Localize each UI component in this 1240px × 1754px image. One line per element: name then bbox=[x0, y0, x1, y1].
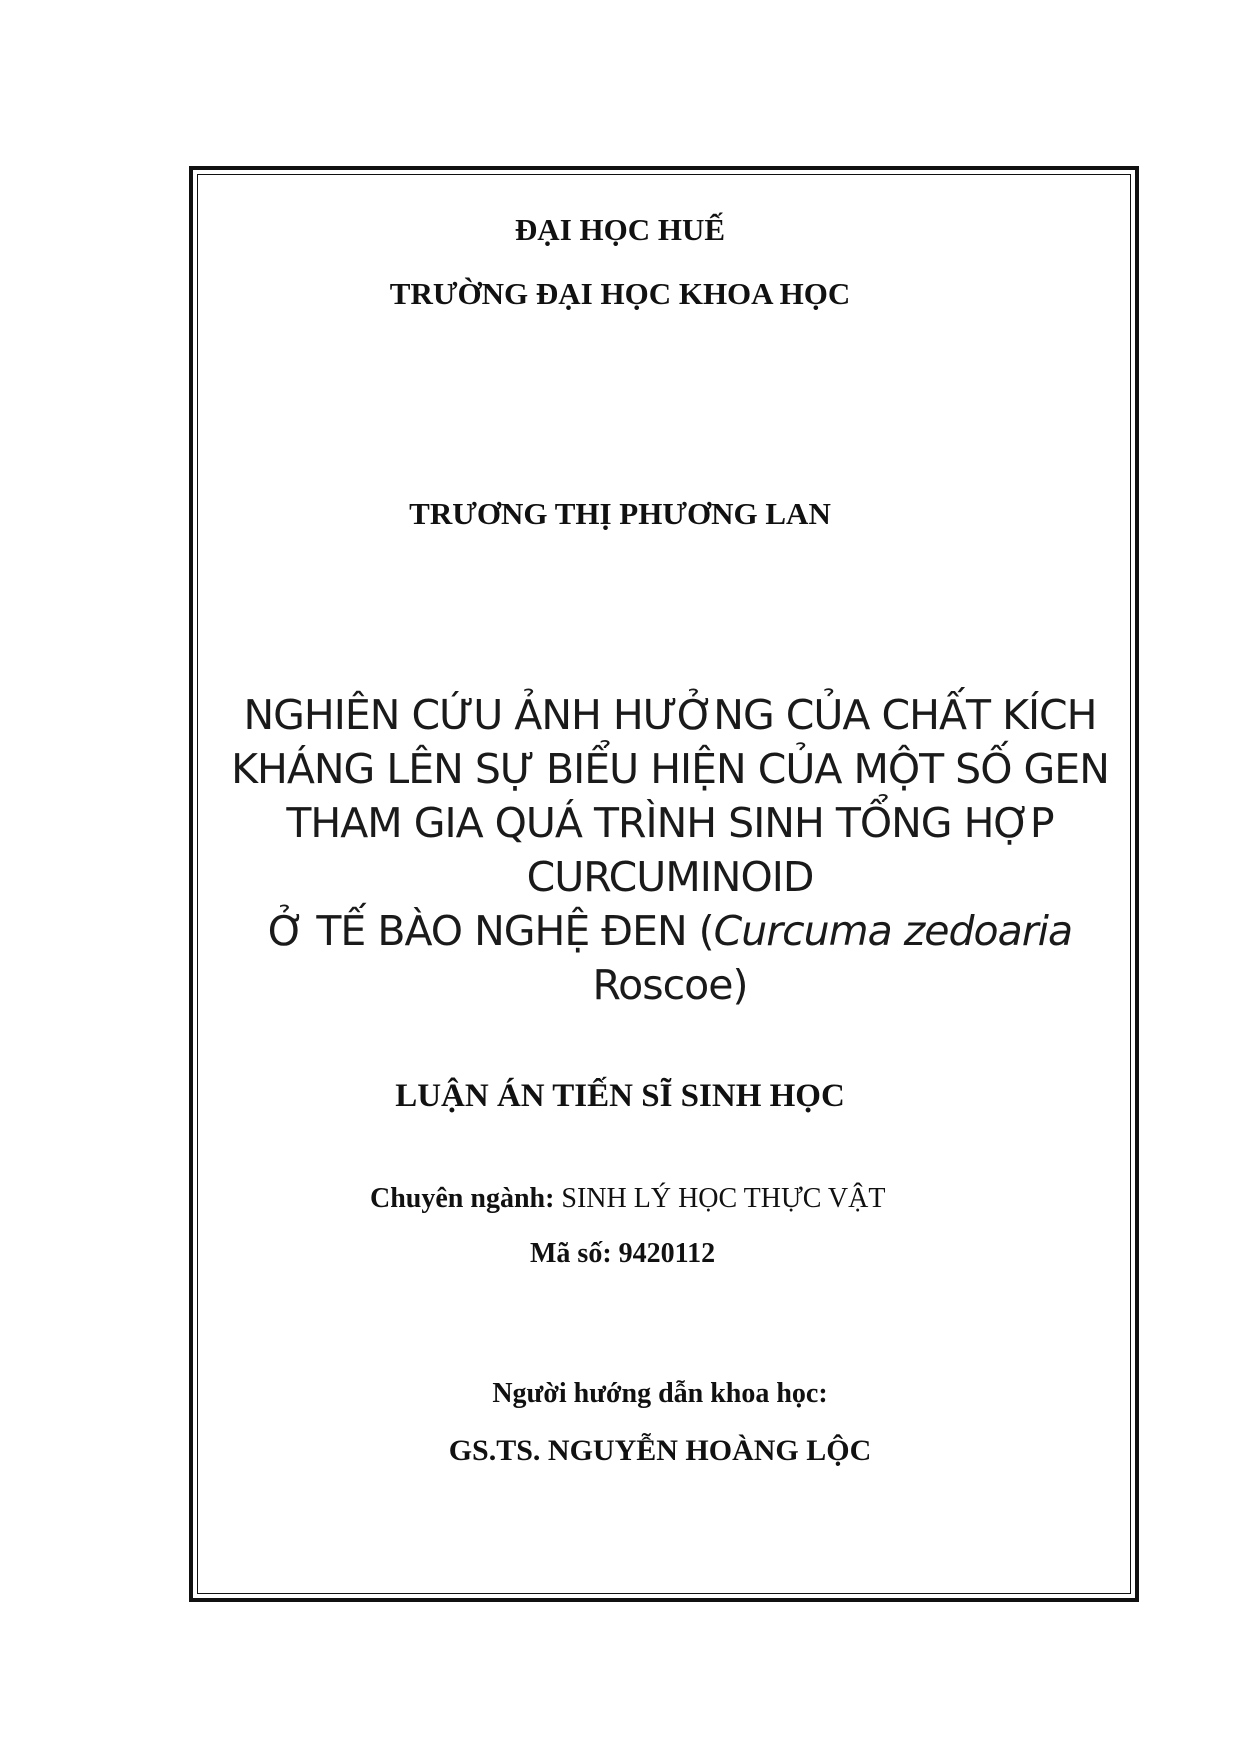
title-line: Roscoe) bbox=[592, 961, 748, 1009]
specialization-label: Chuyên ngành: bbox=[370, 1183, 555, 1214]
university-name: ĐẠI HỌC HUẾ bbox=[514, 212, 726, 247]
title-line-prefix: Ở TẾ BÀO NGHỆ ĐEN ( bbox=[267, 907, 714, 955]
program-code bbox=[530, 1238, 715, 1270]
species-name: Curcuma zedoaria bbox=[713, 907, 1073, 955]
author-name: TRƯƠNG THỊ PHƯƠNG LAN bbox=[409, 496, 831, 531]
title-line: KHÁNG LÊN SỰ BIỂU HIỆN CỦA MỘT SỐ GEN bbox=[231, 745, 1109, 793]
school-name: TRƯỜNG ĐẠI HỌC KHOA HỌC bbox=[389, 276, 851, 311]
specialization-value: SINH LÝ HỌC THỰC VẬT bbox=[561, 1183, 886, 1214]
title-line: NGHIÊN CỨU ẢNH HƯỞNG CỦA CHẤT KÍCH bbox=[243, 691, 1097, 739]
thesis-title bbox=[200, 688, 1140, 1012]
advisor-label: Người hướng dẫn khoa học: bbox=[492, 1378, 828, 1409]
degree-type: LUẬN ÁN TIẾN SĨ SINH HỌC bbox=[395, 1078, 845, 1114]
title-line: CURCUMINOID bbox=[526, 853, 814, 901]
code-value: 9420112 bbox=[618, 1238, 716, 1269]
specialization bbox=[370, 1183, 885, 1215]
title-line: THAM GIA QUÁ TRÌNH SINH TỔNG HỢP bbox=[286, 799, 1054, 847]
title-line bbox=[200, 904, 1140, 958]
advisor-name: GS.TS. NGUYỄN HOÀNG LỘC bbox=[448, 1434, 872, 1467]
code-label: Mã số: bbox=[530, 1238, 612, 1269]
